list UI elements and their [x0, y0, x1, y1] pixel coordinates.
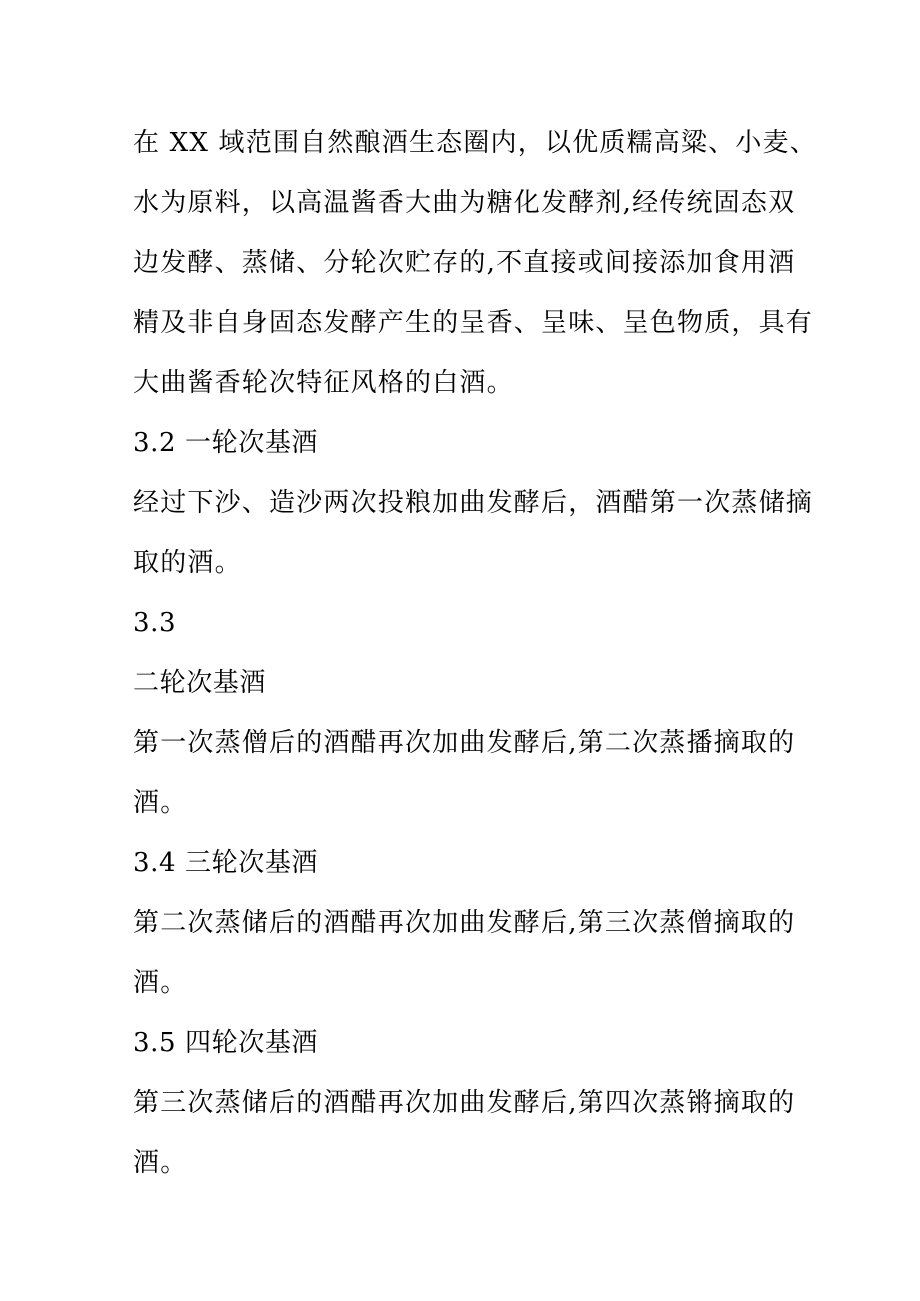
section-heading-3-2: 3.2 一轮次基酒	[133, 428, 319, 458]
section-body-line: 酒。	[133, 788, 188, 818]
definition-line: 水为原料，以高温酱香大曲为糖化发酵剂,经传统固态双	[133, 188, 796, 218]
section-body-line: 酒。	[133, 1148, 188, 1178]
definition-line: 边发酵、蒸储、分轮次贮存的,不直接或间接添加食用酒	[133, 248, 796, 278]
section-heading-3-3-title: 二轮次基酒	[133, 668, 267, 698]
section-body-line: 第二次蒸储后的酒醋再次加曲发酵后,第三次蒸僧摘取的	[133, 908, 796, 938]
section-body-line: 取的酒。	[133, 548, 242, 578]
section-heading-3-3: 3.3	[133, 608, 177, 638]
section-body-line: 第三次蒸储后的酒醋再次加曲发酵后,第四次蒸锵摘取的	[133, 1088, 796, 1118]
section-heading-3-4: 3.4 三轮次基酒	[133, 848, 319, 878]
definition-line: 大曲酱香轮次特征风格的白酒。	[133, 368, 514, 398]
section-body-line: 经过下沙、造沙两次投粮加曲发酵后，酒醋第一次蒸储摘	[133, 488, 814, 518]
section-body-line: 酒。	[133, 968, 188, 998]
section-heading-3-5: 3.5 四轮次基酒	[133, 1028, 319, 1058]
definition-line: 在 XX 域范围自然酿酒生态圈内，以优质糯高粱、小麦、	[133, 128, 817, 158]
section-body-line: 第一次蒸僧后的酒醋再次加曲发酵后,第二次蒸播摘取的	[133, 728, 796, 758]
definition-line: 精及非自身固态发酵产生的呈香、呈味、呈色物质，具有	[133, 308, 814, 338]
